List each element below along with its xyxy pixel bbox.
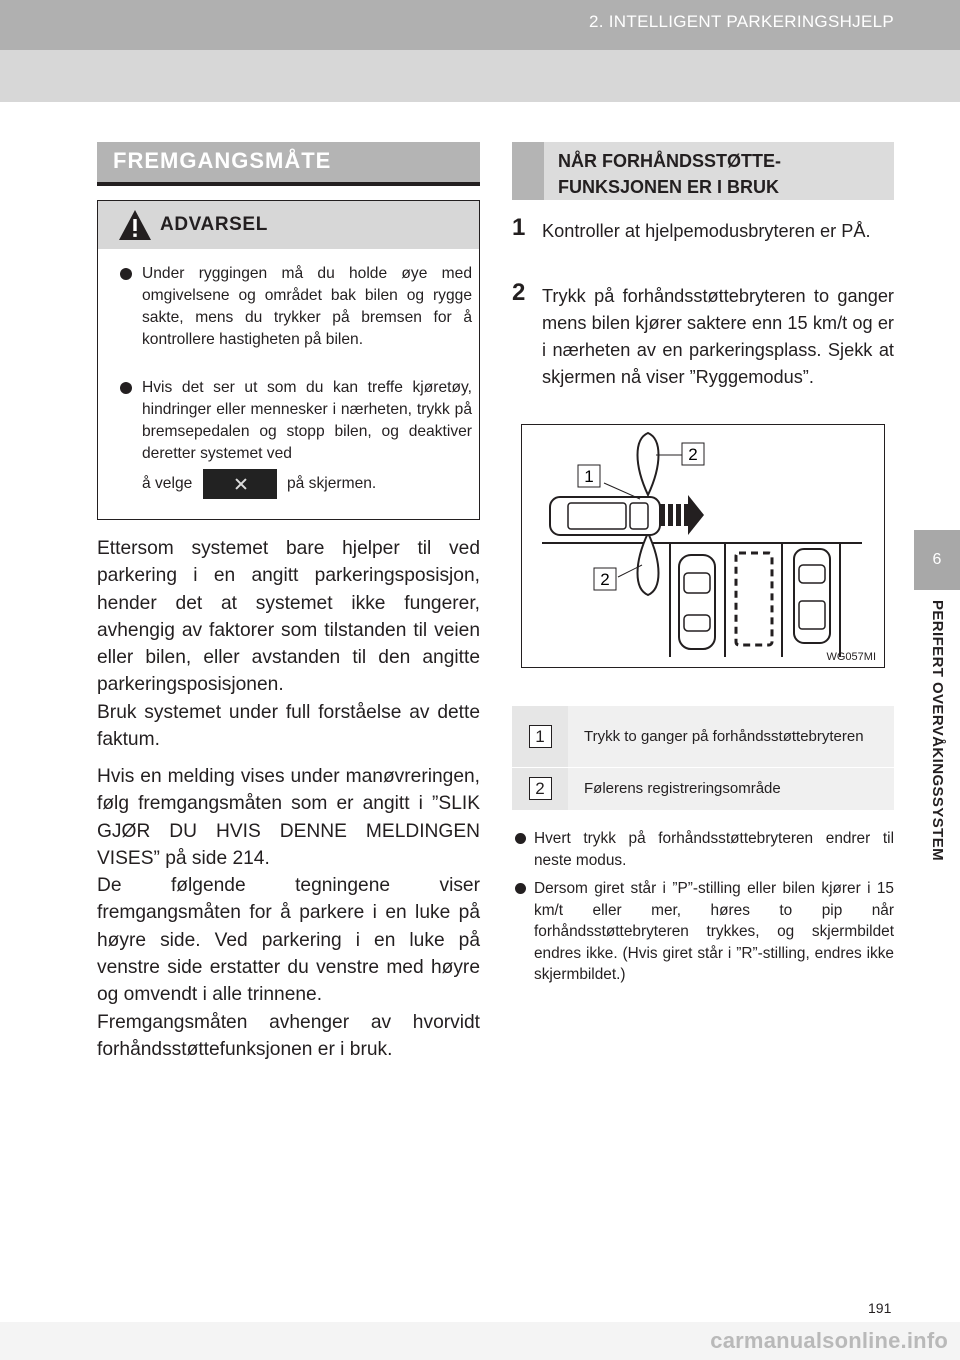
section-title: FREMGANGSMÅTE bbox=[113, 148, 332, 173]
warning-item: Hvis det ser ut som du kan treffe kjøretøy, hindringer eller mennesker i nærheten, trykk på bremsepedalen og stopp bilen, og deaktiver deretter systemet ved bbox=[120, 377, 472, 465]
section-accent bbox=[512, 142, 544, 200]
legend-row bbox=[512, 768, 894, 810]
warning-item: Under ryggingen må du holde øye med omgivelsene og området bak bilen og rygge sakte, mens du trykker på bremsen for å kontrollere hastigheten på bilen. bbox=[120, 263, 472, 351]
legend-text: Trykk to ganger på forhåndsstøttebryteren bbox=[568, 706, 894, 768]
callout-label: 1 bbox=[584, 467, 594, 486]
section-rule bbox=[97, 182, 480, 186]
section-header-fremgangsmate bbox=[97, 142, 480, 182]
step-number: 2 bbox=[512, 279, 526, 306]
header-bar bbox=[0, 0, 960, 50]
bullet-icon bbox=[120, 268, 132, 280]
note-bullet: Dersom giret står i ”P”-stilling eller bilen kjører i 15 km/t eller mer, høres to pip når forhåndsstøttebryteren trykkes, og skjermbildet endres ikke. (Hvis giret står i ”R”-stilling, endres ikke skjermbildet.) bbox=[512, 878, 894, 986]
warning-box bbox=[97, 200, 480, 520]
step-number: 1 bbox=[512, 214, 526, 241]
chapter-tab[interactable]: 6 bbox=[914, 530, 960, 590]
parking-diagram bbox=[522, 425, 884, 667]
legend-number: 2 bbox=[529, 777, 552, 800]
note-bullet: Hvert trykk på forhåndsstøttebryteren endrer til neste modus. bbox=[512, 828, 894, 871]
page-number: 191 bbox=[868, 1300, 892, 1316]
warning-select-line: å velge på skjermen. bbox=[120, 469, 472, 499]
chapter-side-label: PERIFERT OVERVÅKINGSSYSTEM bbox=[929, 600, 946, 861]
warning-header bbox=[98, 201, 479, 249]
legend-table bbox=[512, 705, 894, 810]
own-car-icon bbox=[550, 497, 660, 535]
header-section-title: 2. INTELLIGENT PARKERINGSHJELP bbox=[588, 12, 894, 31]
figure-code: WG057MI bbox=[826, 651, 876, 663]
parked-car-icon bbox=[679, 555, 715, 649]
body-paragraph: De følgende tegningene viser fremgangsmåten for å parkere i en luke på høyre side. Ved parkering i en luke på venstre side erstatter du venstre med høyre og omvendt i alle trinnene. bbox=[97, 875, 480, 1006]
section-title: NÅR FORHÅNDSSTØTTE- FUNKSJONEN ER I BRUK bbox=[558, 151, 781, 197]
callout-label: 2 bbox=[688, 445, 698, 464]
legend-text: Følerens registreringsområde bbox=[568, 768, 894, 810]
step: 1 Kontroller at hjelpemodusbryteren er PÅ. bbox=[512, 214, 871, 241]
step: 2 Trykk på forhåndsstøttebryteren to ganger mens bilen kjører saktere enn 15 km/t og er i nærheten av en parkeringsplass. Sjekk at skjermen nå viser ”Ryggemodus”. bbox=[512, 279, 894, 387]
parked-car-icon bbox=[794, 549, 830, 643]
section-header-forhandsstotte bbox=[512, 142, 894, 200]
direction-arrow-icon bbox=[660, 495, 704, 535]
warning-title: ADVARSEL bbox=[160, 214, 268, 235]
warning-icon bbox=[118, 209, 152, 241]
body-paragraph: Bruk systemet under full forståelse av dette faktum. bbox=[97, 702, 480, 751]
body-paragraph: Ettersom systemet bare hjelper til ved parkering i en angitt parkeringsposisjon, hender det at systemet ikke fungerer, avhengig av faktorer som tilstanden til veien eller bilen, eller avstanden til den angitte parkeringsposisjonen. bbox=[97, 538, 480, 696]
watermark: carmanualsonline.info bbox=[0, 1322, 960, 1360]
header-band bbox=[0, 50, 960, 102]
callout-label: 2 bbox=[600, 570, 610, 589]
bullet-icon bbox=[515, 833, 526, 844]
close-button-icon bbox=[203, 469, 277, 499]
body-paragraph: Hvis en melding vises under manøvreringen, følg fremgangsmåten som er angitt i ”SLIK GJØR DU HVIS DENNE MELDINGEN VISES” på side 214. bbox=[97, 766, 480, 869]
legend-number: 1 bbox=[529, 725, 552, 748]
bullet-icon bbox=[120, 382, 132, 394]
body-paragraph: Fremgangsmåten avhenger av hvorvidt forhåndsstøttefunksjonen er i bruk. bbox=[97, 1012, 480, 1061]
legend-row bbox=[512, 706, 894, 768]
bullet-icon bbox=[515, 883, 526, 894]
parking-illustration bbox=[521, 424, 885, 668]
